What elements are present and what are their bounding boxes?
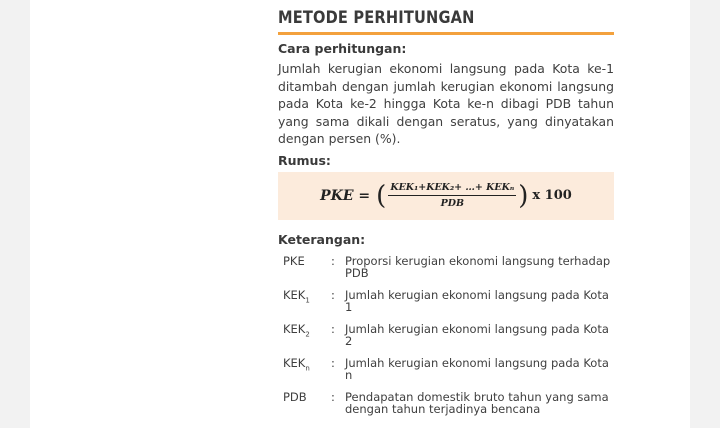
page-sheet <box>30 0 690 428</box>
term-colon: : <box>331 253 335 268</box>
term-code: $KEK_2$ <box>283 321 310 338</box>
formula-lhs: PKE = <box>320 187 371 204</box>
term-row <box>283 357 614 381</box>
cara-label: Cara perhitungan: <box>278 41 407 56</box>
term-colon: : <box>331 389 335 404</box>
formula-open-paren: ( <box>376 180 387 211</box>
term-row <box>283 391 614 415</box>
term-code: PKE <box>283 253 305 268</box>
formula-fraction <box>388 182 516 209</box>
cara-text: Jumlah kerugian ekonomi langsung pada Kota ke-1 ditambah dengan jumlah kerugian ekonomi langsung pada Kota ke-2 hingga Kota ke-n dibagi PDB tahun yang sama dikali dengan seratus, yang dinyatakan dengan persen (%). <box>278 61 614 146</box>
content-column <box>278 8 614 425</box>
term-row <box>283 323 614 347</box>
term-definition: Jumlah kerugian ekonomi langsung pada Kota 1 <box>345 287 609 314</box>
keterangan-label: Keterangan: <box>278 231 366 247</box>
formula-box <box>278 172 614 220</box>
formula-multiplier: x 100 <box>532 188 572 203</box>
formula-numerator: KEK₁+KEK₂+ …+ KEKₙ <box>388 182 516 196</box>
terms-list <box>278 255 614 415</box>
formula-close-paren: ) <box>518 180 529 211</box>
term-colon: : <box>331 287 335 302</box>
term-row <box>283 255 614 279</box>
term-definition: Jumlah kerugian ekonomi langsung pada Kota n <box>345 355 609 382</box>
term-definition: Proporsi kerugian ekonomi langsung terhadap PDB <box>345 253 611 280</box>
section-title: METODE PERHITUNGAN <box>278 8 475 28</box>
term-definition: Pendapatan domestik bruto tahun yang sama dengan tahun terjadinya bencana <box>345 389 609 416</box>
term-code: $KEK_n$ <box>283 355 310 372</box>
term-colon: : <box>331 321 335 336</box>
term-row <box>283 289 614 313</box>
formula-denominator: PDB <box>440 198 464 209</box>
title-underline <box>278 32 614 35</box>
term-definition: Jumlah kerugian ekonomi langsung pada Kota 2 <box>345 321 609 348</box>
rumus-label: Rumus: <box>278 152 331 168</box>
term-colon: : <box>331 355 335 370</box>
term-code: PDB <box>283 389 307 404</box>
term-code: $KEK_1$ <box>283 287 310 304</box>
